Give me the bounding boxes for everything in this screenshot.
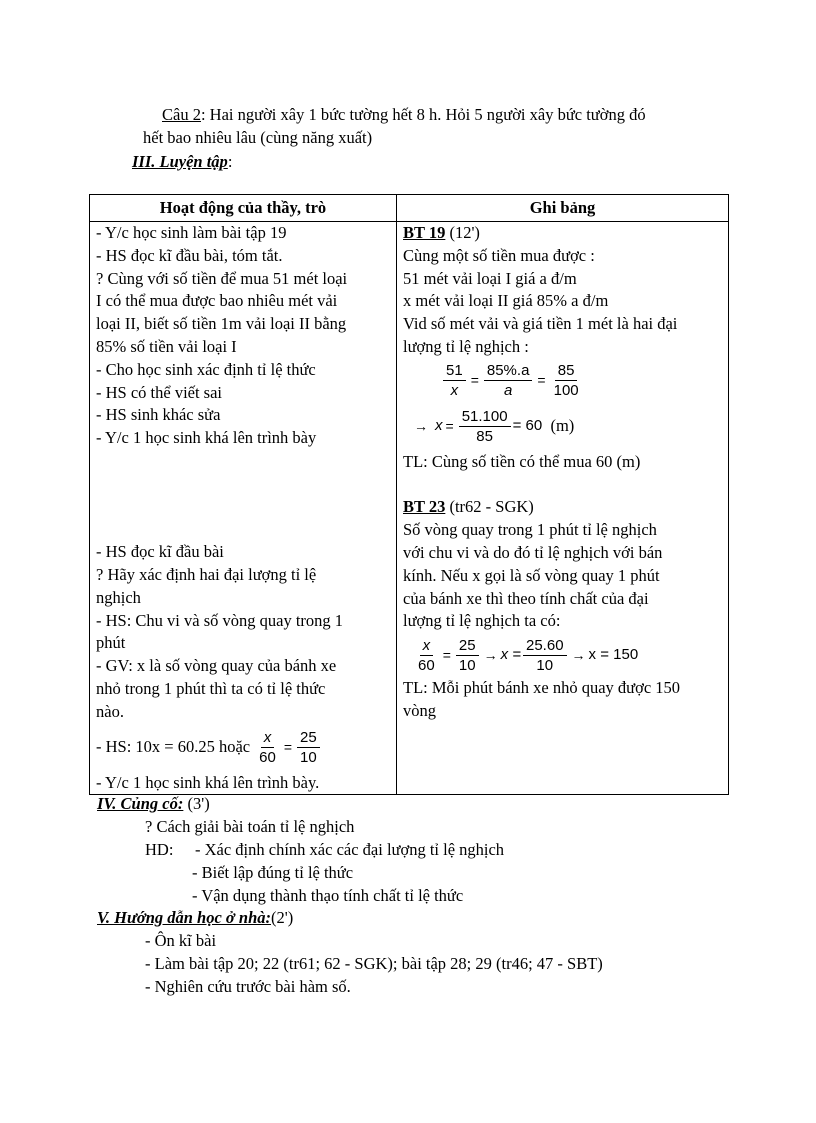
bt19-heading [403,222,722,245]
hd-label: HD: [145,840,174,859]
spacer [96,450,390,473]
list-item: - HS đọc kĩ đầu bài, tóm tắt. [96,245,283,265]
bt23-conclusion-line2: vòng [403,700,436,720]
question-2-label: Câu 2 [162,105,201,124]
fraction-numerator: 25 [297,728,320,748]
equals-sign: = [445,418,454,435]
list-item: của bánh xe thì theo tính chất của đại [403,588,649,608]
fraction-numerator: 51.100 [459,407,511,427]
activities-cell [90,222,397,795]
fraction-numerator: 85 [555,361,578,381]
fraction-denominator: 10 [536,656,554,674]
bt19-solution [403,403,722,451]
equals-sign: = [537,372,546,389]
list-item: ? Cùng với số tiền để mua 51 mét loại [96,268,348,288]
fraction-denominator: a [503,382,513,400]
bt19-title: BT 19 [403,223,446,242]
bt23-title: BT 23 [403,497,446,517]
list-item: - GV: x là số vòng quay của bánh xe [96,656,337,676]
fraction-85-over-100 [551,361,582,400]
lesson-table [89,194,729,795]
header-activities: Hoạt động của thầy, trò [90,195,397,222]
fraction-25-over-10 [456,636,479,675]
bt23-conclusion-line1: TL: Mỗi phút bánh xe nhỏ quay được 150 [403,678,681,698]
homework-item: - Ôn kĩ bài [145,931,217,950]
fraction-denominator: 85 [476,428,493,446]
header-board-notes: Ghi bảng [397,195,729,222]
board-notes-cell [397,222,729,795]
question-2-line1 [162,104,646,126]
fraction-denominator: 10 [300,749,317,767]
fraction-numerator: 85%.a [484,361,533,381]
variable-x: x [435,417,443,435]
list-item: ? Hãy xác định hai đại lượng tỉ lệ [96,564,317,584]
spacer [403,474,722,497]
spacer [96,496,390,519]
question-2-text: : Hai người xây 1 bức tường hết 8 h. Hỏi 5 người xây bức tường đó [200,105,646,124]
result-value: = 60 [512,417,543,435]
hd-item: - Vận dụng thành thạo tính chất tỉ lệ thức [192,886,464,905]
list-item: loại II, biết số tiền 1m vải loại II bằng [96,314,347,334]
equals-sign: = [283,739,292,756]
homework-item: - Nghiên cứu trước bài hàm số. [145,977,351,996]
list-item: 51 mét vải loại I giá a đ/m [403,268,577,288]
bt19-proportion [403,359,722,403]
section-4-question: ? Cách giải bài toán tỉ lệ nghịch [145,817,355,836]
homework-item: - Làm bài tập 20; 22 (tr61; 62 - SGK); bài tập 28; 29 (tr46; 47 - SBT) [145,954,603,973]
list-item: I có thể mua được bao nhiêu mét vải [96,291,338,311]
section-4-heading [97,793,210,815]
arrow-icon: → [571,646,586,663]
section-3-title: III. Luyện tập [132,152,228,171]
hd-item: - Biết lập đúng tỉ lệ thức [192,863,354,882]
fraction-numerator: x [261,728,275,748]
list-item: 85% số tiền vải loại I [96,336,237,356]
result-unit: (m) [542,416,575,436]
list-item: - Y/c học sinh làm bài tập 19 [96,223,287,242]
section-3-colon: : [227,152,233,171]
list-item: kính. Nếu x gọi là số vòng quay 1 phút [403,565,660,585]
bt23-ref: (tr62 - SGK) [445,497,534,517]
bt19-time: (12') [445,223,480,242]
equals-sign: = [442,646,451,663]
bt23-proportion [403,633,722,677]
bt19-conclusion: TL: Cùng số tiền có thể mua 60 (m) [403,451,641,471]
table-body-row [90,222,729,795]
equals-sign: = [470,372,479,389]
fraction-25-over-10 [297,728,320,767]
fraction-denominator: 10 [458,656,476,674]
bt23-heading [403,496,722,519]
section-4-title: IV. Củng cố: [97,794,184,813]
hs-proportion-line [96,724,390,772]
list-item: - HS sinh khác sửa [96,405,221,425]
fraction-numerator: 51 [443,361,466,381]
section-5-time: (2') [271,908,294,927]
spacer [96,518,390,541]
fraction-2560-over-10 [523,636,567,675]
section-5-heading [97,907,293,929]
list-item: x mét vải loại II giá 85% a đ/m [403,291,609,311]
result-value: x = 150 [588,645,639,663]
section-4-time: (3') [183,794,210,813]
list-item: - Cho học sinh xác định tỉ lệ thức [96,359,316,379]
list-item: - HS có thể viết sai [96,382,223,402]
list-item: nhỏ trong 1 phút thì ta có tỉ lệ thức [96,678,326,698]
list-item: Số vòng quay trong 1 phút tỉ lệ nghịch [403,520,657,540]
fraction-denominator: 60 [259,749,276,767]
list-item: lượng tỉ lệ nghịch : [403,336,529,356]
section-3-heading [132,151,232,173]
spacer [96,473,390,496]
fraction-denominator: 100 [553,382,579,400]
arrow-icon: → [483,646,498,663]
question-2-line2: hết bao nhiêu lâu (cùng năng xuất) [143,128,373,147]
fraction-51100-over-85 [459,407,511,446]
fraction-numerator: 25.60 [523,636,567,656]
fraction-85pct-a-over-a [484,361,533,400]
fraction-x-over-60 [415,636,438,675]
fraction-51-over-x [443,361,466,400]
list-item: nào. [96,701,124,721]
fraction-numerator: x [420,636,434,656]
list-item: nghịch [96,587,141,607]
list-item: Vid số mét vải và giá tiền 1 mét là hai đại [403,314,678,334]
list-item: lượng tỉ lệ nghịch ta có: [403,611,561,631]
fraction-x-over-60 [256,728,279,767]
hs-proportion-prefix: - HS: 10x = 60.25 hoặc [96,737,251,757]
fraction-denominator: 60 [418,656,435,674]
fraction-denominator: x [450,382,459,400]
list-item: với chu vi và do đó tỉ lệ nghịch với bán [403,542,663,562]
table-header-row [90,195,729,222]
arrow-icon: → [414,418,428,435]
list-item: phút [96,633,126,653]
list-item: Cùng một số tiền mua được : [403,245,595,265]
section-5-title: V. Hướng dẫn học ở nhà: [97,908,272,927]
list-item: - HS: Chu vi và số vòng quay trong 1 [96,610,344,630]
list-item: - Y/c 1 học sinh khá lên trình bày. [96,772,320,792]
list-item: - Y/c 1 học sinh khá lên trình bày [96,428,317,448]
fraction-numerator: 25 [456,636,479,656]
variable-x-equals: x = [500,645,521,663]
hd-item: - Xác định chính xác các đại lượng tỉ lệ nghịch [195,840,505,859]
list-item: - HS đọc kĩ đầu bài [96,542,224,562]
